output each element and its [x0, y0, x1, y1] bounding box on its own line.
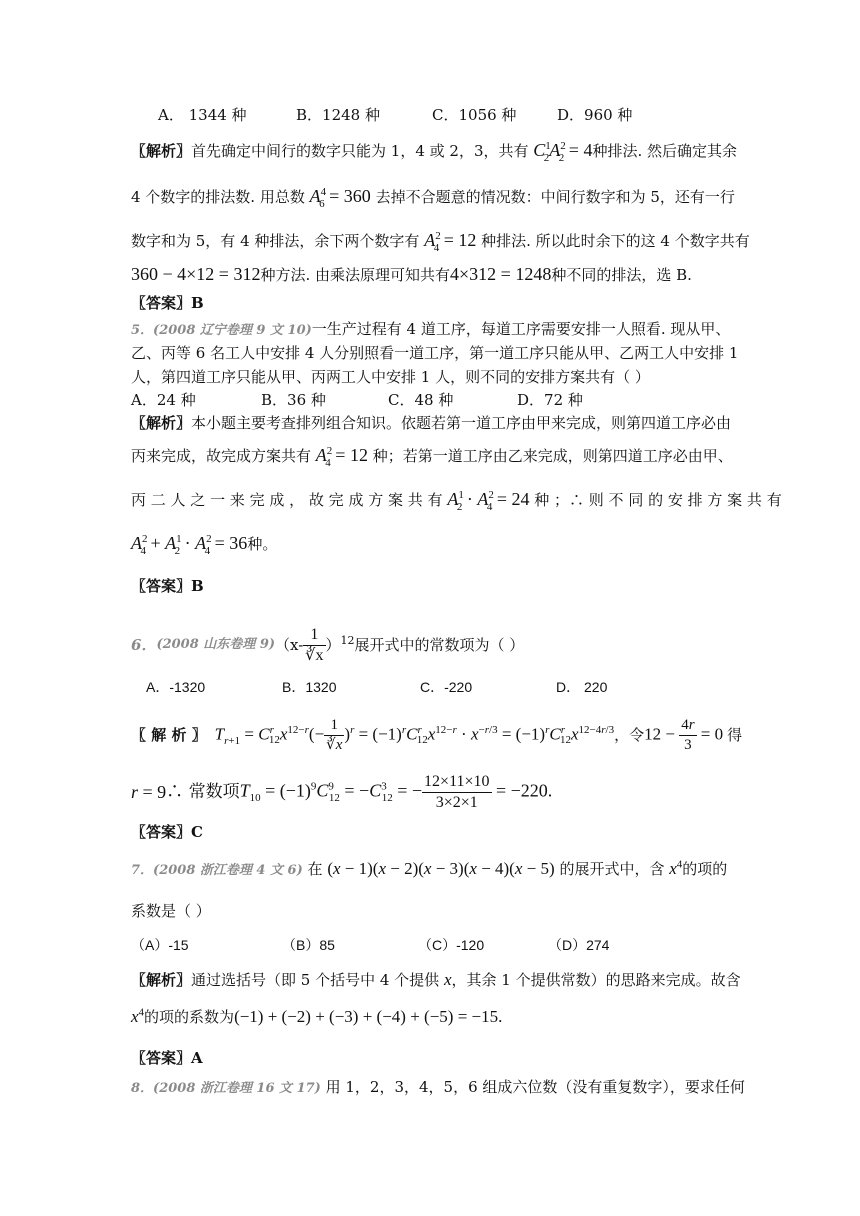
q4-text: 种排法. 所以此时余下的这 4 个数字共有	[481, 232, 750, 250]
q5-formula: $A^2_4 + A^1_2 \cdot A^2_4 = 36$	[131, 533, 248, 557]
q7-option-d: （D）274	[548, 937, 610, 953]
q6-stem	[131, 625, 524, 665]
q5-analysis-line3	[131, 489, 782, 513]
q6-r-value: r = 9	[131, 782, 167, 802]
q7-text: 的展开式中，含	[559, 860, 665, 878]
q6-line2-text: ∴ 常数项	[166, 782, 240, 802]
q5-formula: $A^1_2 \cdot A^2_4 = 24$	[447, 489, 530, 513]
q5-formula: $A^2_4 = 12$	[315, 445, 368, 469]
q4-text: 种排法. 然后确定其余	[592, 142, 737, 160]
q5-number: 5．	[131, 323, 154, 338]
q4-option-c: C．1056 种	[432, 106, 517, 124]
q6-analysis-line1	[131, 713, 742, 757]
q4-option-a: A． 1344 种	[158, 106, 247, 124]
q4-formula: $A^4_6 = 360$	[309, 186, 371, 210]
q8-number: 8．	[131, 1081, 154, 1096]
q6-let-math: 12 − $\frac{4r}{3}$ = 0	[644, 716, 724, 753]
q6-frac-den: ∛x	[305, 646, 324, 664]
q6-option-b: B．1320	[282, 679, 337, 695]
q7-sum: (−1) + (−2) + (−3) + (−4) + (−5) = −15.	[234, 1007, 503, 1026]
q8-stem-line1	[131, 1077, 745, 1099]
q5-option-c: C．48 种	[388, 391, 454, 409]
q7-text: 的项的系数为	[144, 1008, 235, 1026]
q6-option-c: C．-220	[420, 679, 473, 695]
q6-general-term: $T_{r+1} = C^r_{12}x^{12-r}(-$ $\frac{1}{∛x}$ )$^r = (-1)^rC^r_{12}x^{12-r} \cdot x^{-r/3} = (-1)^rC^r_{12}x^{12-4r/3}$	[214, 716, 615, 753]
q7-product: (x − 1)(x − 2)(x − 3)(x − 4)(x − 5)	[327, 859, 555, 878]
q4-text: 4 个数字的排法数. 用总数	[131, 188, 305, 206]
q7-text: 的项的	[682, 860, 728, 878]
q4-text: 种不同的排法，选 B.	[551, 266, 692, 284]
q4-answer: 〖答案〗B	[131, 294, 204, 312]
q8-source: (2008 浙江卷理 16 文 17)	[153, 1081, 321, 1096]
q6-constant-term: $T_{10} = (-1)^9C^9_{12} = -C^3_{12}$ = − $\frac{12\times 11\times 10}{3\times 2\times 1}$ = −220.	[239, 772, 553, 811]
q7-analysis-line2	[131, 1007, 502, 1027]
q7-source: (2008 浙江卷理 4 文 6)	[153, 863, 303, 878]
q4-analysis-line4	[131, 264, 692, 285]
q4-analysis-line1	[131, 140, 737, 164]
q4-formula: 360 − 4×12 = 312	[131, 264, 261, 284]
q6-expr-prefix: （x-	[275, 636, 304, 654]
q4-analysis-line3	[131, 230, 750, 254]
q4-text: 首先确定中间行的数字只能为 1，4 或 2，3，共有	[191, 142, 529, 160]
q6-source: (2008 山东卷理 9)	[156, 637, 276, 652]
q4-text: 数字和为 5，有 4 种排法，余下两个数字有	[131, 232, 420, 250]
q4-analysis-label: 〖解析〗	[131, 142, 192, 160]
q6-option-d: D． 220	[556, 679, 608, 695]
q6-option-a: A．-1320	[146, 679, 206, 695]
q7-text: 在	[307, 860, 323, 878]
q5-stem-line2: 乙、丙等 6 名工人中安排 4 人分别照看一道工序，第一道工序只能从甲、乙两工人中安排 1	[131, 344, 739, 362]
q4-text: 种方法. 由乘法原理可知共有	[260, 266, 451, 284]
q7-number: 7．	[131, 863, 154, 878]
q5-analysis-line4	[131, 533, 278, 557]
q4-option-b: B．1248 种	[296, 106, 380, 124]
q7-option-b: （B）85	[282, 937, 335, 953]
q4-text: 去掉不合题意的情况数：中间行数字和为 5，还有一行	[375, 188, 735, 206]
q5-option-a: A．24 种	[131, 391, 196, 409]
q6-exponent: 12	[340, 633, 355, 647]
q5-analysis-line2	[131, 445, 733, 469]
q8-text: 用 1，2，3，4，5，6 组成六位数（没有重复数字），要求任何	[325, 1078, 745, 1096]
q7-answer: 〖答案〗A	[131, 1049, 203, 1067]
q7-x4: $x^4$	[669, 858, 683, 878]
q6-answer: 〖答案〗C	[131, 823, 203, 841]
q7-x: x	[443, 970, 452, 989]
q5-text: 丙来完成，故完成方案共有	[131, 447, 312, 465]
q6-expr-suffix: ）	[325, 636, 341, 654]
q5-analysis-line1	[131, 413, 731, 433]
q5-stem-line3: 人，第四道工序只能从甲、丙两工人中安排 1 人，则不同的安排方案共有（ ）	[131, 368, 650, 386]
q5-source: (2008 辽宁卷理 9 文 10)	[153, 323, 312, 338]
q5-option-b: B．36 种	[261, 391, 326, 409]
q7-text: 通过选括号（即 5 个括号中 4 个提供	[191, 971, 440, 989]
q6-de: 得	[727, 726, 743, 744]
q5-analysis-label: 〖解析〗	[131, 414, 192, 432]
q6-number: 6．	[131, 636, 157, 654]
q4-formula: $A^2_4 = 12$	[424, 230, 477, 254]
q5-option-d: D．72 种	[517, 391, 583, 409]
q5-answer: 〖答案〗B	[131, 577, 204, 595]
q7-stem-line1	[131, 859, 727, 881]
q5-text: 一生产过程有 4 道工序，每道工序需要安排一人照看. 现从甲、	[311, 320, 731, 338]
q7-x4-b: $x^4$	[131, 1006, 145, 1026]
q6-fraction	[303, 627, 325, 664]
q7-stem-line2: 系数是（ ）	[131, 902, 211, 920]
q7-text: ，其余 1 个提供常数）的思路来完成。故含	[451, 971, 741, 989]
q6-analysis-label: 〖 解 析 〗	[131, 726, 207, 744]
q4-formula: $C^1_2A^2_2 = 4$	[533, 140, 593, 164]
q4-formula: 4×312 = 1248	[450, 264, 552, 284]
q5-text: 本小题主要考查排列组合知识。依题若第一道工序由甲来完成，则第四道工序必由	[191, 414, 732, 432]
q5-stem-line1	[131, 319, 730, 341]
q6-analysis-line2	[131, 770, 552, 814]
q7-analysis-label: 〖解析〗	[131, 971, 192, 989]
q7-analysis-line1	[131, 970, 741, 990]
q7-option-c: （C）-120	[418, 937, 485, 953]
q4-option-d: D．960 种	[557, 106, 633, 124]
q5-text: 丙 二 人 之 一 来 完 成 ， 故 完 成 方 案 共 有	[131, 491, 443, 509]
q6-stem-text: 展开式中的常数项为（ ）	[354, 636, 525, 654]
q5-text: 种。	[247, 535, 278, 553]
q5-text: 种 ；∴ 则 不 同 的 安 排 方 案 共 有	[534, 491, 782, 509]
q5-text: 种；若第一道工序由乙来完成，则第四道工序必由甲、	[372, 447, 733, 465]
q4-analysis-line2	[131, 186, 735, 210]
q6-let-text: ，令	[614, 726, 645, 744]
q7-option-a: （A）-15	[131, 937, 189, 953]
q6-frac-num: 1	[303, 627, 325, 646]
